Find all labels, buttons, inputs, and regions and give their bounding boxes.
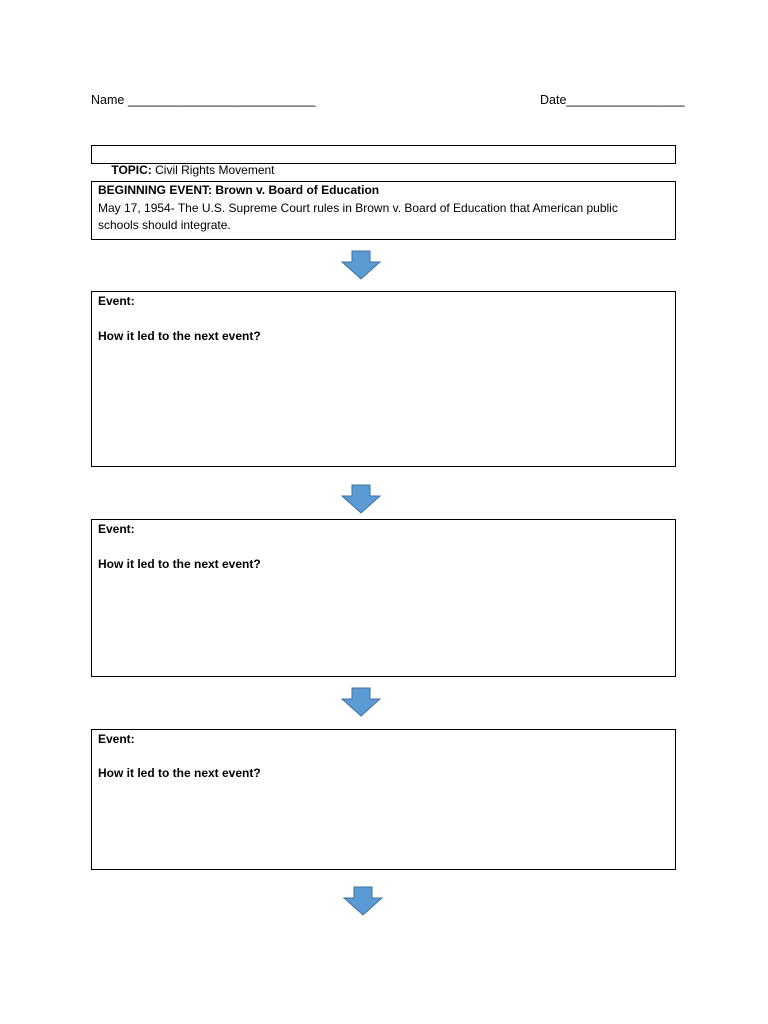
name-field-label: Name ___________________________ xyxy=(91,93,316,107)
beginning-event-line-1: May 17, 1954- The U.S. Supreme Court rules in Brown v. Board of Education that American public xyxy=(98,201,618,215)
event-label: Event: xyxy=(98,294,135,308)
topic-box xyxy=(91,145,676,177)
date-field-label: Date_________________ xyxy=(540,93,685,107)
event-box xyxy=(91,291,676,467)
event-question: How it led to the next event? xyxy=(98,766,261,780)
topic-value: Civil Rights Movement xyxy=(151,163,275,177)
topic-label: TOPIC: xyxy=(111,163,152,177)
event-box xyxy=(91,519,676,677)
event-box xyxy=(91,729,676,870)
beginning-event-title: BEGINNING EVENT: Brown v. Board of Education xyxy=(98,183,380,197)
down-arrow-icon xyxy=(341,687,381,717)
beginning-event-line-2: schools should integrate. xyxy=(98,218,231,232)
down-arrow-icon xyxy=(341,484,381,514)
event-question: How it led to the next event? xyxy=(98,557,261,571)
down-arrow-icon xyxy=(343,886,383,916)
beginning-event-box xyxy=(91,181,676,240)
event-label: Event: xyxy=(98,732,135,746)
event-label: Event: xyxy=(98,522,135,536)
down-arrow-icon xyxy=(341,250,381,280)
event-question: How it led to the next event? xyxy=(98,329,261,343)
